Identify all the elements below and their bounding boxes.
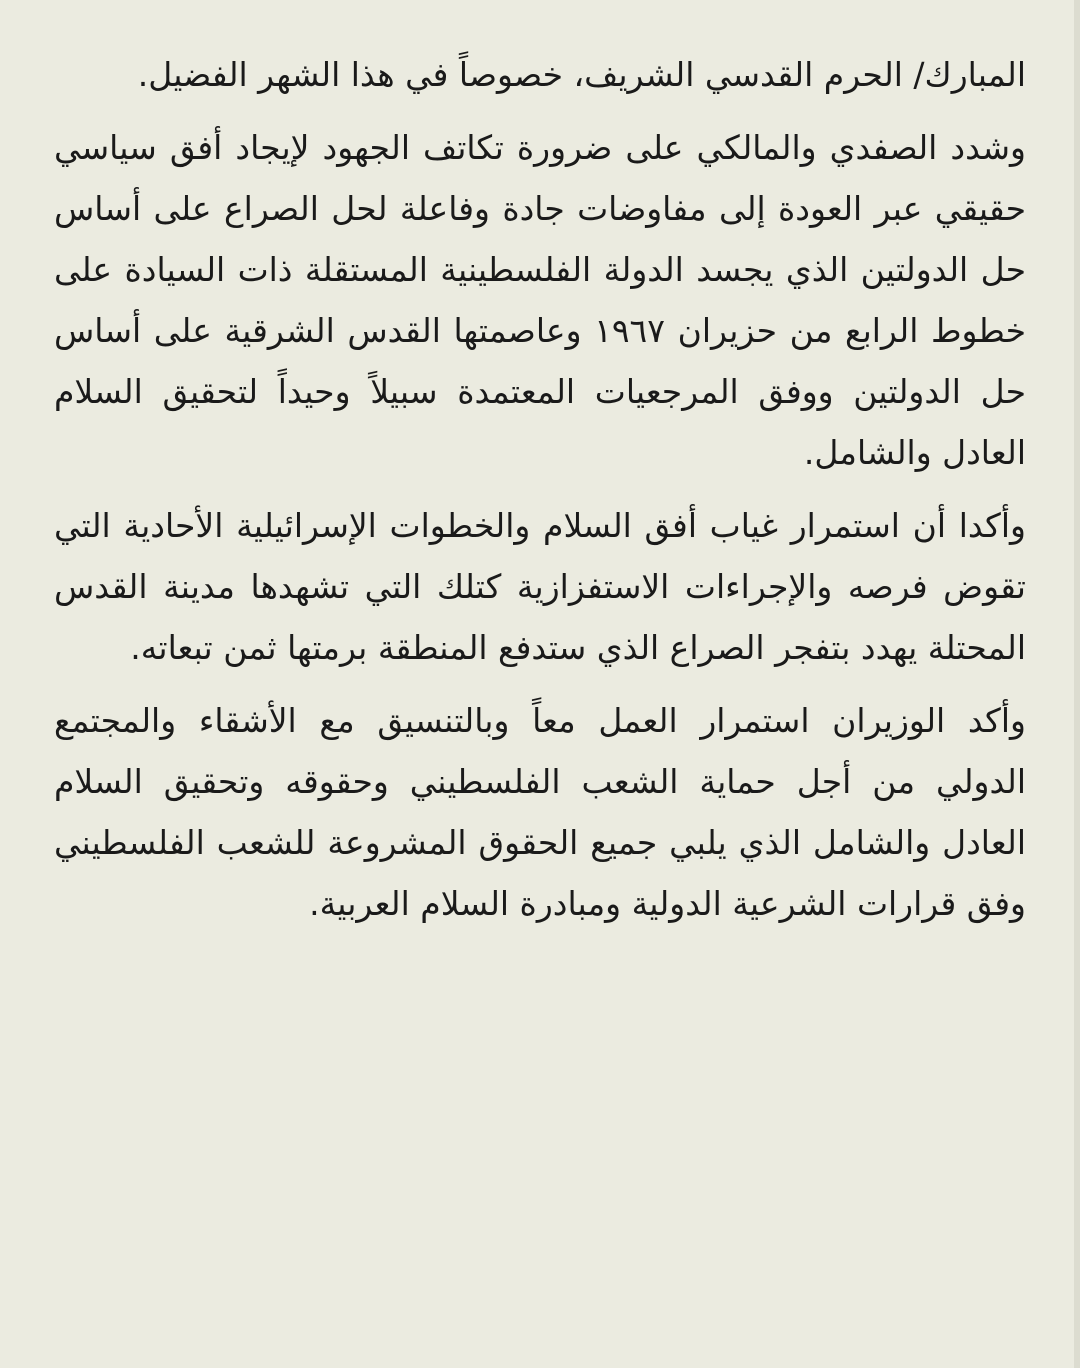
article-paragraph: وأكد الوزيران استمرار العمل معاً وبالتنسيق مع الأشقاء والمجتمع الدولي من أجل حماية الشعب الفلسطيني وحقوقه وتحقيق السلام العادل والشامل الذي يلبي جميع الحقوق المشروعة للشعب الفلسطيني وفق قرارات الشرعية الدولية ومبادرة السلام العربية. xyxy=(54,701,1026,923)
article-paragraph: المبارك/ الحرم القدسي الشريف، خصوصاً في هذا الشهر الفضيل. xyxy=(137,55,1026,94)
article-paragraph: وأكدا أن استمرار غياب أفق السلام والخطوات الإسرائيلية الأحادية التي تقوض فرصه والإجراءات الاستفزازية كتلك التي تشهدها مدينة القدس المحتلة يهدد بتفجر الصراع الذي ستدفع المنطقة برمتها ثمن تبعاته. xyxy=(54,506,1026,667)
article-paragraph: وشدد الصفدي والمالكي على ضرورة تكاتف الجهود لإيجاد أفق سياسي حقيقي عبر العودة إلى مفاوضات جادة وفاعلة لحل الصراع على أساس حل الدولتين الذي يجسد الدولة الفلسطينية المستقلة ذات السيادة على خطوط الرابع من حزيران ١٩٦٧ وعاصمتها القدس الشرقية على أساس حل الدولتين ووفق المرجعيات المعتمدة سبيلاً وحيداً لتحقيق السلام العادل والشامل. xyxy=(54,128,1027,472)
article-body xyxy=(54,44,1026,946)
